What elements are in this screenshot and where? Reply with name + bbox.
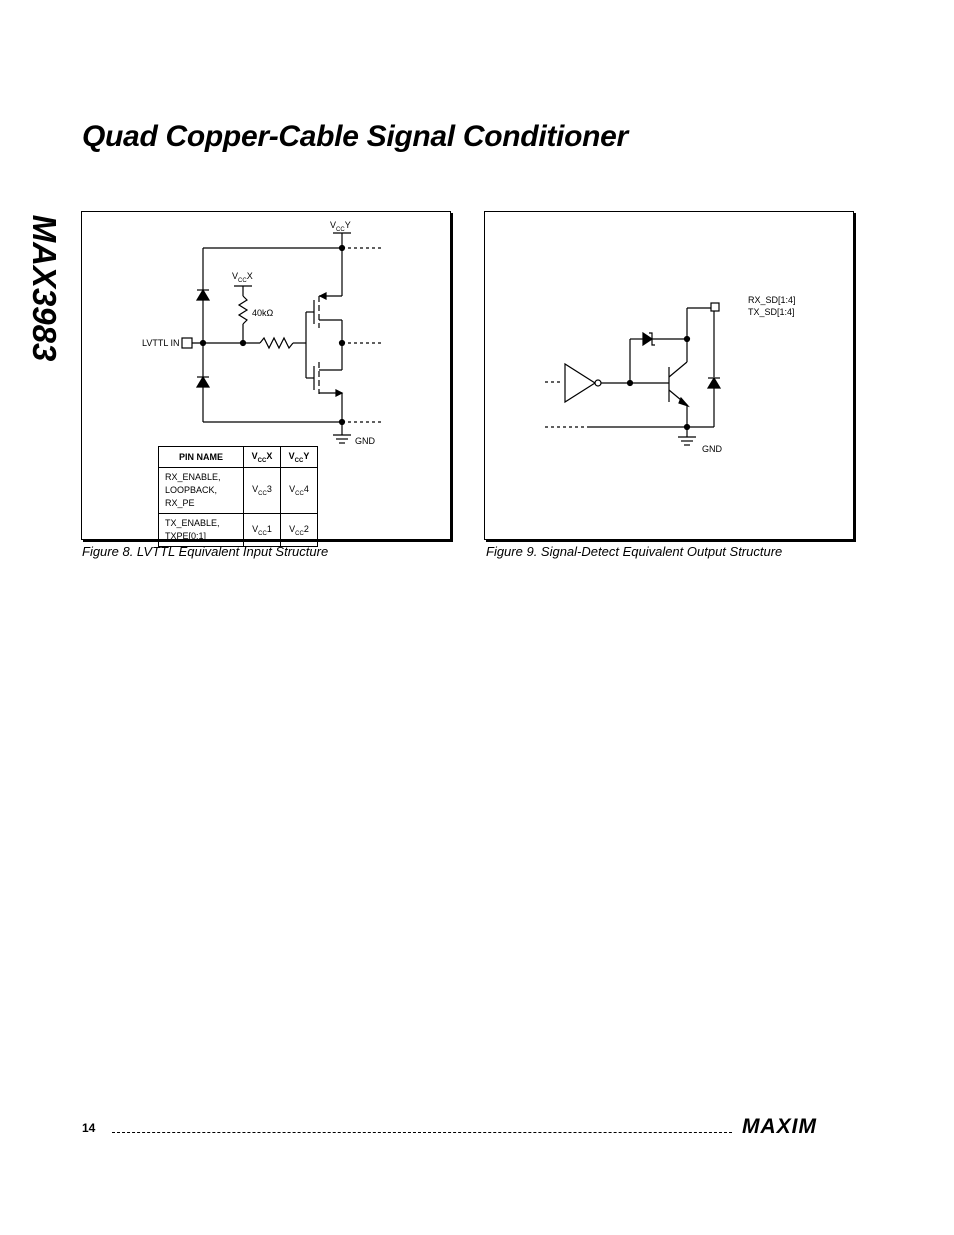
resistor-label: 40kΩ bbox=[252, 308, 274, 318]
buffer-icon bbox=[565, 364, 595, 402]
table-row bbox=[159, 468, 318, 514]
side-part-number-text: MAX3983 bbox=[26, 214, 63, 362]
table-cell-vccy: $V_{CC}4$ bbox=[281, 468, 318, 514]
upper-diode-icon bbox=[197, 290, 209, 300]
nmos-arrow-icon bbox=[336, 390, 342, 396]
brand-logo: MAXIM bbox=[742, 1115, 817, 1138]
table-header: $V_{CC}Y$ bbox=[281, 447, 318, 468]
table-cell-pin bbox=[159, 514, 244, 547]
figure-8 bbox=[81, 211, 451, 540]
pin-name-line: TX_ENABLE, bbox=[165, 518, 220, 528]
vccy-label: $V_{CC}Y$ bbox=[330, 220, 351, 233]
page-number: 14 bbox=[82, 1121, 96, 1135]
side-part-number bbox=[24, 208, 64, 368]
pin-name-line: LOOPBACK, RX_PE bbox=[165, 485, 218, 508]
pmos-arrow-icon bbox=[320, 293, 326, 299]
pin-name-line: TXPE[0:1] bbox=[165, 531, 207, 541]
table-cell-vccx: $V_{CC}1$ bbox=[244, 514, 281, 547]
pullup-resistor-icon bbox=[239, 296, 247, 324]
vccx-label: $V_{CC}X$ bbox=[232, 271, 253, 284]
input-node bbox=[201, 341, 206, 346]
figure-9 bbox=[484, 211, 854, 540]
table-header: $V_{CC}X$ bbox=[244, 447, 281, 468]
schottky-diode-icon bbox=[643, 333, 652, 345]
output-pin-icon bbox=[711, 303, 719, 311]
output-label-tx: TX_SD[1:4] bbox=[748, 307, 795, 317]
lower-diode-icon bbox=[197, 377, 209, 387]
inverter-bubble-icon bbox=[595, 380, 601, 386]
pin-supply-table bbox=[158, 446, 318, 547]
page-title: Quad Copper-Cable Signal Conditioner bbox=[82, 120, 628, 153]
gnd-label: GND bbox=[355, 436, 375, 446]
table-cell-vccx: $V_{CC}3$ bbox=[244, 468, 281, 514]
pin-name-line: RX_ENABLE, bbox=[165, 472, 221, 482]
table-header: PIN NAME bbox=[159, 447, 244, 468]
gnd-label: GND bbox=[702, 444, 722, 454]
esd-diode-icon bbox=[708, 378, 720, 388]
output-label-rx: RX_SD[1:4] bbox=[748, 295, 796, 305]
figure-9-caption: Figure 9. Signal-Detect Equivalent Output Structure bbox=[486, 544, 783, 559]
footer-rule bbox=[112, 1132, 732, 1133]
emitter-arrow-icon bbox=[679, 398, 688, 406]
table-row bbox=[159, 514, 318, 547]
figure-9-schematic bbox=[485, 212, 853, 539]
input-pin-icon bbox=[182, 338, 192, 348]
table-header-row bbox=[159, 447, 318, 468]
table-cell-vccy: $V_{CC}2$ bbox=[281, 514, 318, 547]
series-resistor-icon bbox=[260, 338, 293, 348]
figure-8-caption: Figure 8. LVTTL Equivalent Input Structure bbox=[82, 544, 329, 559]
input-label: LVTTL IN bbox=[142, 338, 180, 348]
table-cell-pin bbox=[159, 468, 244, 514]
